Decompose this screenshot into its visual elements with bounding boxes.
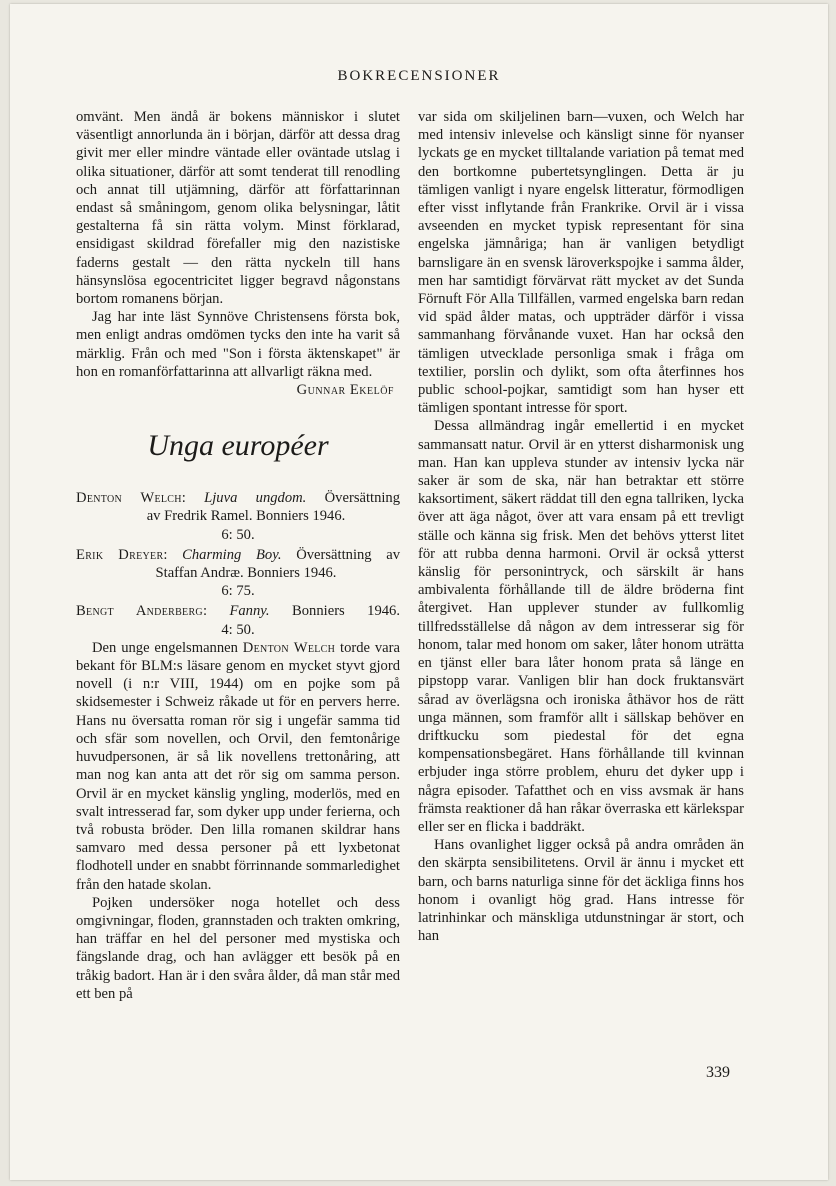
book-info: Staffan Andræ. Bonniers 1946.	[155, 565, 337, 582]
book-title: Ljuva ungdom.	[204, 490, 307, 507]
book-info: av Fredrik Ramel. Bonniers 1946.	[146, 508, 346, 525]
body-paragraph: Hans ovanlighet ligger också på andra områden än den skärpta sensibilitetens. Orvil är ännu i mycket ett barn, och barns naturliga sinne för det äckliga finns hos honom i ovanligt hög grad. Hans intresse för latrinhinkar och mänskliga utdunstningar är stort, och han	[418, 837, 744, 945]
book-price: 6: 50.	[221, 526, 255, 543]
page-number: 339	[706, 1064, 730, 1081]
book-title: Charming Boy.	[182, 546, 282, 563]
book-page	[10, 4, 828, 1180]
body-paragraph: Den unge engelsmannen Denton Welch torde vara bekant för BLM:s läsare genom en mycket styvt gjord novell (i n:r VIII, 1944) om en pojke som på skidsemester i Schweiz råkade ut för en pervers herre. Hans nu översatta roman rör sig i ungefär samma tid och sfär som novellen, och Orvil, den femtonårige huvudpersonen, är så lik novellens trettonåring, att man nog kan anta att det rör sig om samma person. Orvil är en mycket känslig yngling, moderlös, med en svalt intresserad far, som dyker upp under ferierna, och två robusta bröder. Den lilla romanen skildrar hans samvaro med dessa personer på ett lyxbetonat flodhotell under en snabbt förrinnande sommarledighet från den hatade skolan.	[76, 639, 400, 893]
book-author: Bengt Anderberg	[76, 603, 203, 620]
book-entry: Erik Dreyer: Charming Boy. Översättning av Staffan Andræ. Bonniers 1946. 6: 75.	[76, 546, 401, 600]
running-head: BOKRECENSIONER	[337, 68, 501, 84]
review-end-paragraph: omvänt. Men ändå är bokens människor i slutet väsentligt annorlunda än i början, därför att dessa drag givit mer eller mindre väntade eller oväntade utslag i olika situationer, därför att somt tenderat till renodling och annat till utjämning, därför att författarinnan endast så småningom, genom olika belysningar, låtit gestalterna få sin rätta volym. Minst förklarad, ensidigast skildrad förefaller mig den nazistiske faderns gestalt — den rätta nyckeln till hans hänsynslösa egocentricitet ligger begravd någonstans bortom romanens början.	[76, 109, 400, 308]
reviewer-signature: Gunnar Ekelöf	[296, 382, 394, 399]
body-paragraph: Pojken undersöker noga hotellet och dess omgivningar, floden, grannstaden och trakten omkring, han träffar en hel del personer med mystiska och fängslande drag, och han avlägger ett besök på en tråkig badort. Han är i den svåra ålder, då man står med ett ben på	[76, 894, 400, 1002]
right-column	[418, 108, 744, 945]
body-paragraph: Dessa allmändrag ingår emellertid i en mycket sammansatt natur. Orvil är en ytterst disharmonisk ung man. Han kan uppleva stunder av intensiv lycka när saker är som de ska, när han betraktar ett större kaksortiment, säkert räddat till den egna tallriken, lycka över att äga något, över att vara ensam på ett trevligt ställe och känna sig frisk. Men det behövs ytterst litet för att rubba denna harmoni. Orvil är också ytterst känslig för personintryck, och särskilt är hans ambivalenta förhållande till de äldre bröderna fint återgivet. Han upplever stunder av fullkomlig tillfredsställelse då någon av dem intresserar sig för honom, talar med honom om saker, låter honom uträtta en tjänst eller bara låter honom prata så länge en pipstopp varar. Vanligen blir han dock fruktansvärt sårad av överlägsna och ironiska åthävor hos de rätt unga männen, som framför allt i sällskap behöver en driftkucku som piedestal för det egna kompensationsbegäret. Hans förhållande till kvinnan erbjuder inga större problem, ehuru det dyker upp i några episoder. Tafatthet och en viss avsmak är hans främsta reaktioner då han råkar överraska ett kärlekspar eller ser en flicka i baddräkt.	[418, 418, 744, 835]
book-info: Översättning	[324, 490, 401, 507]
book-title: Fanny.	[229, 603, 270, 620]
body-paragraph: var sida om skiljelinen barn—vuxen, och Welch har med intensiv inlevelse och känsligt sinne för nyanser lyckats ge en mycket tilltalande variation på temat med den bortkomne pubertetsynglingen. Detta är ju tämligen vanligt i nyare engelsk litteratur, förmodligen efter visst inflytande från Frankrike. Orvil är i vissa avseenden en mycket typisk representant för sina engelska jämnåriga; han är vanligen betydligt barnsligare än en svensk läroverkspojke i samma ålder, men har samtidigt förvärvat rätt mycket av det Sunda Förnuft För Alla Tillfällen, varmed engelska barn redan vid späd ålder matas, och uppträder därför i vissa sammanhang förvånande vuxet. Han har också den tämligen utvecklade personliga smak i fråga om textilier, porslin och dylikt, som ofta återfinnes hos public school-pojkar, samtidigt som han hyser ett tämligen spontant intresse för sport.	[418, 109, 744, 417]
book-author: Erik Dreyer	[76, 546, 164, 563]
book-price: 4: 50.	[221, 621, 255, 638]
section-title: Unga européer	[147, 429, 329, 463]
review-end-paragraph: Jag har inte läst Synnöve Christensens första bok, men enligt andras omdömen tycks den inte ha varit så märklig. Från och med "Son i första äktenskapet" är hon en romanförfattarinna att allvarligt räkna med.	[76, 309, 400, 380]
book-info: Bonniers 1946.	[292, 603, 400, 620]
book-entry: Bengt Anderberg: Fanny. Bonniers 1946. 4: 50.	[76, 603, 400, 638]
author-name: Denton Welch	[242, 639, 336, 656]
book-entry: Denton Welch: Ljuva ungdom. Översättning av Fredrik Ramel. Bonniers 1946. 6: 50.	[76, 490, 401, 543]
book-info: Översättning av	[296, 546, 401, 563]
reviewer-signature-line	[76, 381, 400, 399]
book-price: 6: 75.	[221, 583, 255, 600]
book-author: Denton Welch	[76, 490, 182, 507]
left-column	[76, 108, 400, 1003]
